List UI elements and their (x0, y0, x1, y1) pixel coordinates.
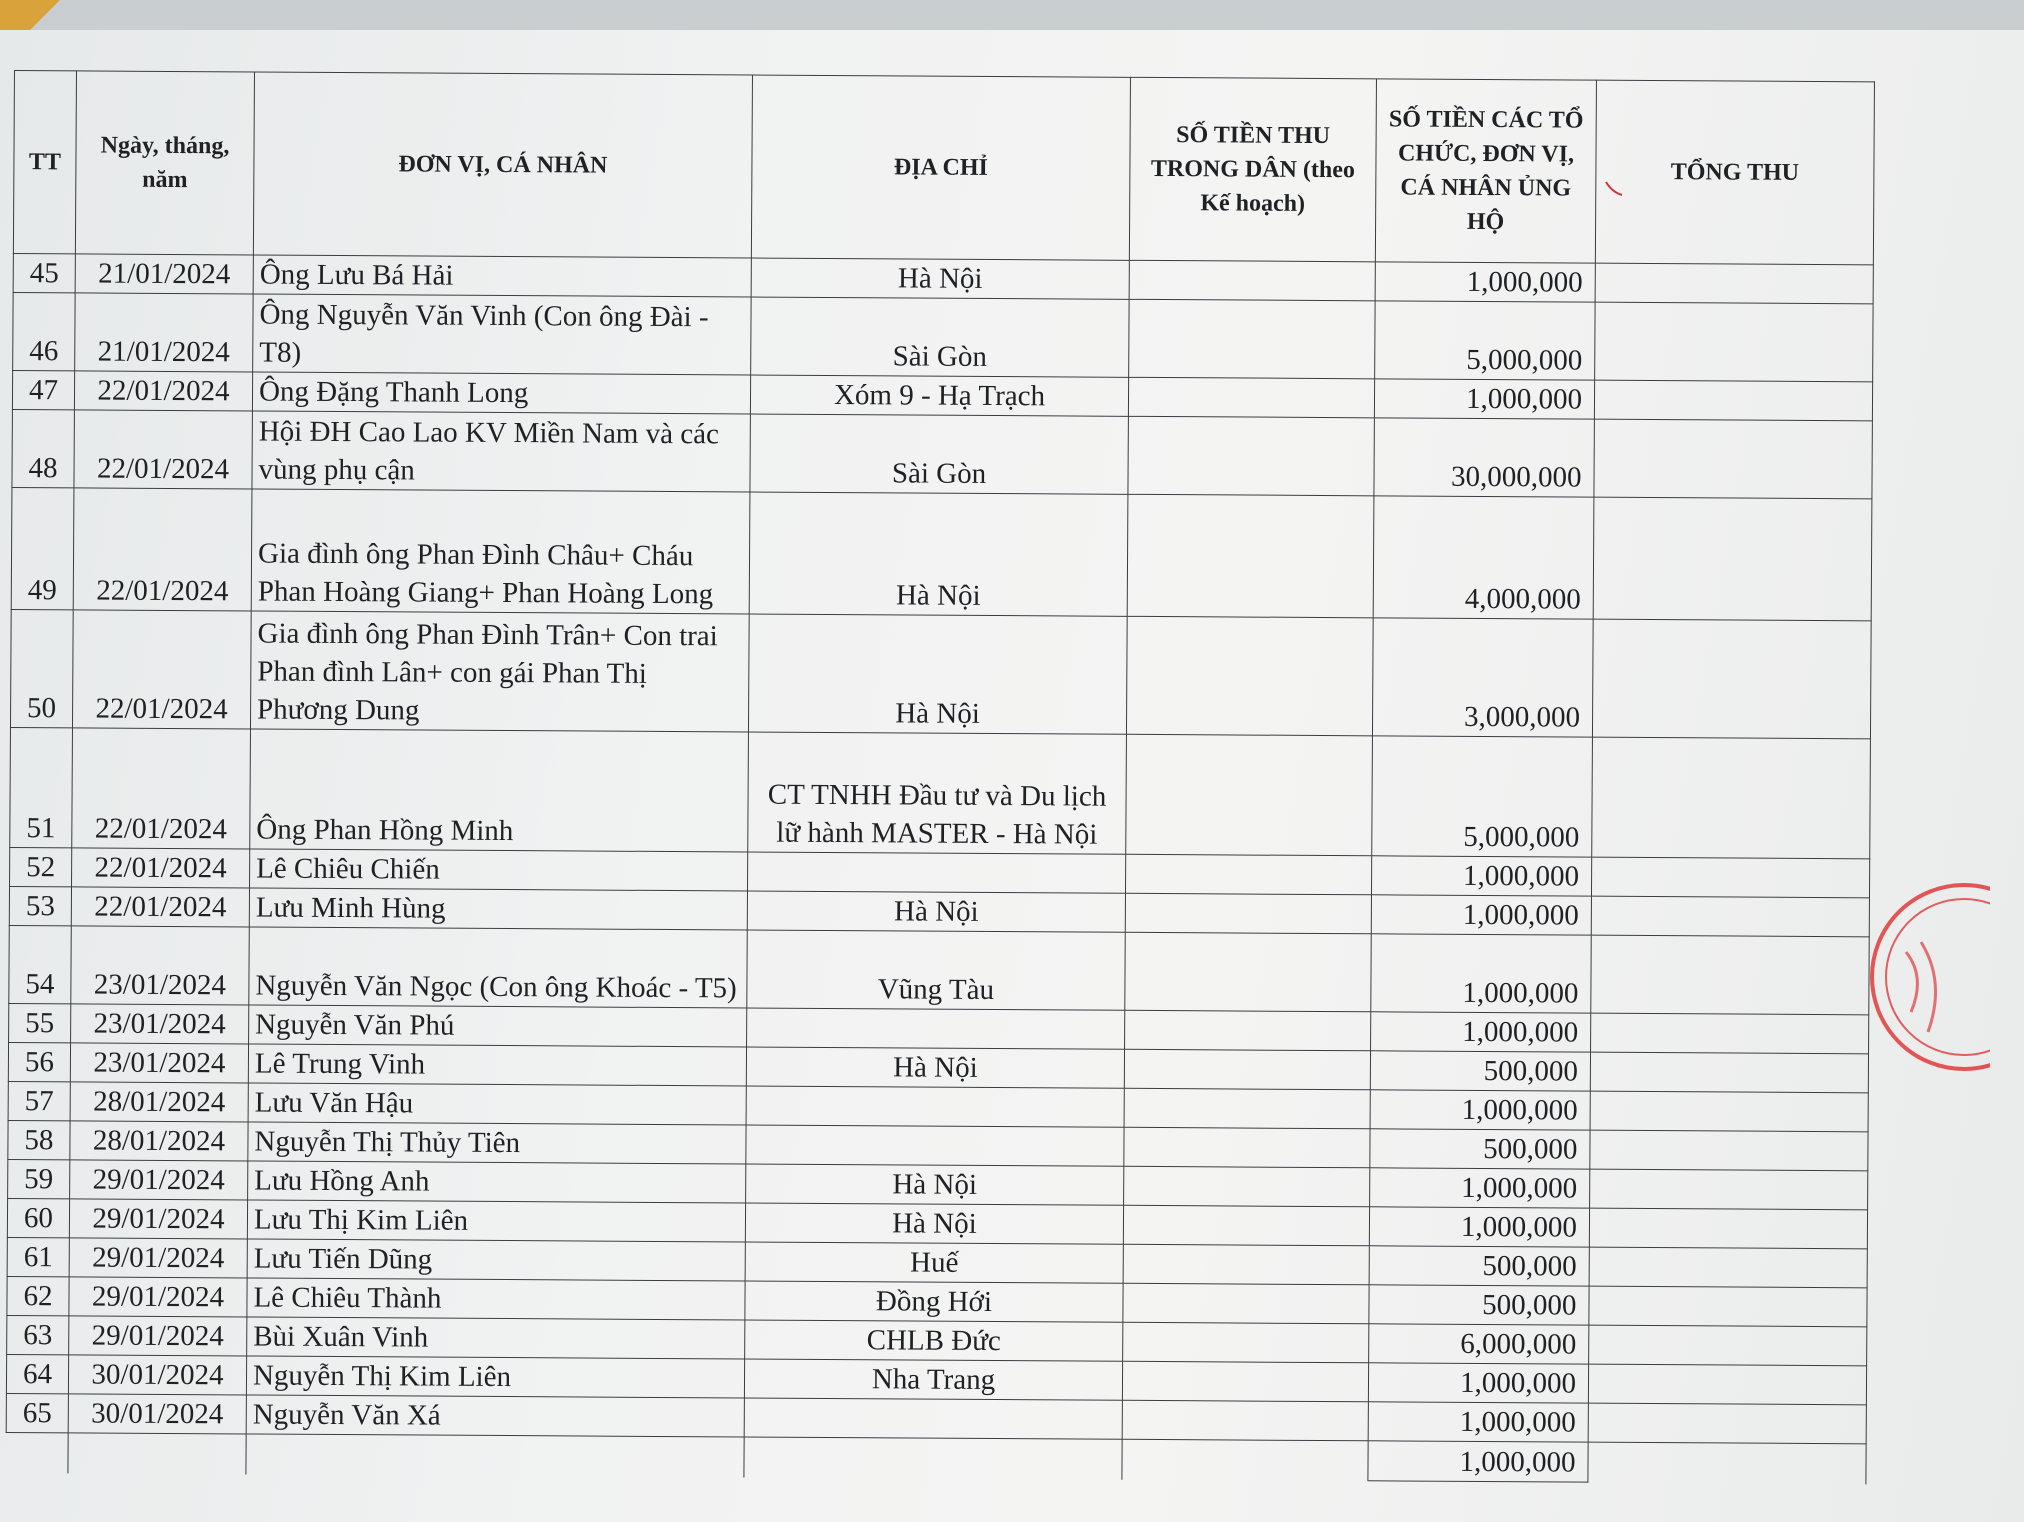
cell-total (1590, 1169, 1868, 1210)
cell-name: Nguyễn Thị Thủy Tiên (248, 1122, 746, 1164)
cell-amount: 1,000,000 (1374, 379, 1594, 419)
cell-address: Xóm 9 - Hạ Trạch (750, 375, 1128, 416)
cell-tt: 54 (9, 925, 71, 1003)
table-row (10, 609, 1871, 738)
cell-name: Ông Đặng Thanh Long (252, 372, 750, 414)
cell-total (1590, 1130, 1868, 1171)
cell-address: CHLB Đức (745, 1320, 1123, 1361)
cell-amount: 1,000,000 (1368, 1363, 1588, 1403)
header-name: ĐƠN VỊ, CÁ NHÂN (253, 72, 752, 258)
cell-total (1590, 1052, 1868, 1093)
cell-total (1594, 380, 1872, 421)
cell-plan (1125, 932, 1371, 1012)
cell-amount: 1,000,000 (1371, 934, 1591, 1013)
cell-name: Nguyễn Văn Ngọc (Con ông Khoác - T5) (249, 927, 747, 1008)
cell-plan (1127, 494, 1374, 618)
cell-date: 22/01/2024 (74, 410, 252, 489)
cell-total (1593, 497, 1872, 621)
cell-address (746, 1086, 1124, 1127)
cell-tt: 61 (7, 1237, 69, 1276)
cell-total (1590, 1091, 1868, 1132)
cell-date: 22/01/2024 (71, 887, 249, 927)
cell-tt: 65 (6, 1393, 68, 1432)
cell-name: Nguyễn Thị Kim Liên (246, 1356, 744, 1398)
cell-name: Lê Chiêu Thành (247, 1278, 745, 1320)
cell-total (1591, 896, 1869, 937)
cell-plan (1126, 616, 1373, 736)
cell-total (1591, 1013, 1869, 1054)
cell-amount: 1,000,000 (1369, 1207, 1589, 1247)
cell-date: 30/01/2024 (68, 1394, 246, 1434)
cell-plan (1128, 416, 1374, 496)
cell-name: Bùi Xuân Vinh (247, 1317, 745, 1359)
cell-total (1588, 1364, 1866, 1405)
table-row (9, 925, 1869, 1014)
cell-date: 22/01/2024 (74, 371, 252, 411)
cell-amount: 1,000,000 (1375, 262, 1595, 302)
cell-plan (1124, 1049, 1370, 1090)
red-seal-icon (1866, 882, 1990, 1072)
cell-plan (1123, 1322, 1369, 1363)
cell-tt: 46 (13, 292, 75, 370)
cell-name: Hội ĐH Cao Lao KV Miền Nam và các vùng phụ cận (252, 411, 750, 492)
cell-date: 21/01/2024 (75, 254, 253, 294)
cell-name: Ông Nguyễn Văn Vinh (Con ông Đài - T8) (253, 294, 751, 375)
cell-date: 22/01/2024 (72, 728, 251, 849)
cell-amount: 1,000,000 (1371, 895, 1591, 935)
cell-total (1589, 1247, 1867, 1288)
cell-date: 29/01/2024 (69, 1316, 247, 1356)
footer-blank (6, 1432, 68, 1472)
cell-tt: 55 (9, 1003, 71, 1042)
cell-date: 29/01/2024 (70, 1160, 248, 1200)
cell-name: Nguyễn Văn Phú (249, 1005, 747, 1047)
cell-tt: 53 (9, 886, 71, 925)
cell-amount: 500,000 (1370, 1129, 1590, 1169)
table-row (12, 409, 1872, 498)
cell-date: 28/01/2024 (70, 1082, 248, 1122)
footer-blank (744, 1437, 1122, 1479)
pen-mark-icon (1604, 178, 1626, 200)
cell-address: Vũng Tàu (747, 930, 1125, 1010)
cell-date: 22/01/2024 (72, 848, 250, 888)
cell-name: Lưu Văn Hậu (248, 1083, 746, 1125)
document-page (0, 30, 2024, 1522)
footer-blank (68, 1433, 246, 1474)
cell-date: 23/01/2024 (70, 1043, 248, 1083)
cell-name: Lê Trung Vinh (248, 1044, 746, 1086)
cell-plan (1122, 1361, 1368, 1402)
cell-tt: 64 (6, 1354, 68, 1393)
cell-amount: 1,000,000 (1370, 1090, 1590, 1130)
cell-address: Hà Nội (747, 891, 1125, 932)
cell-tt: 60 (7, 1198, 69, 1237)
cell-plan (1125, 893, 1371, 934)
cell-amount: 500,000 (1370, 1051, 1590, 1091)
cell-tt: 58 (8, 1120, 70, 1159)
cell-tt: 52 (10, 847, 72, 886)
cell-tt: 49 (11, 487, 74, 609)
cell-tt: 63 (7, 1315, 69, 1354)
cell-address: Hà Nội (746, 1164, 1124, 1205)
cell-date: 30/01/2024 (68, 1355, 246, 1395)
donation-table (5, 70, 1875, 1484)
cell-tt: 62 (7, 1276, 69, 1315)
cell-plan (1129, 299, 1375, 379)
cell-amount: 30,000,000 (1374, 418, 1594, 497)
cell-amount: 1,000,000 (1371, 1012, 1591, 1052)
cell-total (1589, 1208, 1867, 1249)
table-header-row (13, 71, 1874, 265)
cell-tt: 45 (13, 253, 75, 292)
cell-date: 21/01/2024 (75, 293, 253, 372)
cell-plan (1124, 1088, 1370, 1129)
cell-plan (1128, 377, 1374, 418)
cell-plan (1124, 1166, 1370, 1207)
table-row (11, 487, 1872, 620)
cell-total (1595, 263, 1873, 304)
cell-name: Lê Chiêu Chiến (250, 849, 748, 891)
cell-total (1589, 1325, 1867, 1366)
cell-amount: 3,000,000 (1372, 618, 1593, 737)
cell-address: Hà Nội (746, 1047, 1124, 1088)
cell-address: Hà Nội (748, 614, 1127, 734)
cell-address: Hà Nội (745, 1203, 1123, 1244)
cell-date: 28/01/2024 (70, 1121, 248, 1161)
cell-amount: 6,000,000 (1369, 1324, 1589, 1364)
cell-total (1591, 935, 1869, 1015)
footer-blank (246, 1434, 744, 1477)
table-row (13, 292, 1873, 381)
cell-plan (1123, 1205, 1369, 1246)
cell-plan (1122, 1400, 1368, 1441)
cell-address: Huế (745, 1242, 1123, 1283)
cell-amount: 500,000 (1369, 1246, 1589, 1286)
cell-tt: 48 (12, 409, 74, 487)
cell-date: 29/01/2024 (69, 1277, 247, 1317)
footer-plan (1122, 1439, 1368, 1481)
cell-plan (1123, 1244, 1369, 1285)
header-total: TỔNG THU (1595, 80, 1874, 265)
cell-date: 22/01/2024 (73, 488, 252, 611)
cell-name: Lưu Thị Kim Liên (247, 1200, 745, 1242)
cell-plan (1129, 260, 1375, 301)
cell-amount: 1,000,000 (1370, 1168, 1590, 1208)
header-donation: SỐ TIỀN CÁC TỔ CHỨC, ĐƠN VỊ, CÁ NHÂN ỦNG HỘ (1375, 79, 1596, 263)
cell-total (1592, 737, 1871, 859)
cell-tt: 50 (10, 609, 73, 727)
cell-tt: 51 (10, 727, 73, 847)
cell-tt: 47 (12, 370, 74, 409)
cell-address: Nha Trang (744, 1359, 1122, 1400)
cell-amount: 1,000,000 (1371, 856, 1591, 896)
cell-date: 23/01/2024 (71, 1004, 249, 1044)
header-address: ĐỊA CHỈ (751, 75, 1130, 260)
cell-date: 29/01/2024 (69, 1238, 247, 1278)
donation-sheet (14, 70, 1874, 1490)
cell-name: Gia đình ông Phan Đình Châu+ Cháu Phan Hoàng Giang+ Phan Hoàng Long (251, 489, 750, 614)
cell-total (1591, 857, 1869, 898)
table-row (10, 727, 1871, 858)
cell-tt: 57 (8, 1081, 70, 1120)
cell-name: Ông Phan Hồng Minh (250, 729, 749, 852)
cell-tt: 59 (8, 1159, 70, 1198)
cell-total (1589, 1286, 1867, 1327)
cell-address: Sài Gòn (751, 297, 1129, 377)
cell-amount: 500,000 (1369, 1285, 1589, 1325)
cell-address: CT TNHH Đầu tư và Du lịch lữ hành MASTER - Hà Nội (748, 732, 1127, 854)
cell-plan (1126, 734, 1373, 856)
cell-date: 22/01/2024 (72, 610, 251, 729)
cell-total (1594, 419, 1872, 499)
cell-address: Hà Nội (749, 492, 1128, 616)
cell-amount: 1,000,000 (1368, 1402, 1588, 1442)
header-plan: SỐ TIỀN THU TRONG DÂN (theo Kế hoạch) (1129, 77, 1376, 261)
footer-total (1588, 1442, 1866, 1484)
cell-tt: 56 (8, 1042, 70, 1081)
cell-name: Gia đình ông Phan Đình Trân+ Con trai Phan đình Lân+ con gái Phan Thị Phương Dung (250, 611, 749, 732)
cell-date: 23/01/2024 (71, 926, 249, 1005)
cell-name: Ông Lưu Bá Hải (253, 255, 751, 297)
cell-address: Hà Nội (751, 258, 1129, 299)
cell-name: Lưu Minh Hùng (249, 888, 747, 930)
header-date: Ngày, tháng, năm (75, 71, 254, 255)
cell-total (1588, 1403, 1866, 1444)
cell-plan (1125, 1010, 1371, 1051)
cell-plan (1125, 854, 1371, 895)
cell-plan (1123, 1283, 1369, 1324)
footer-amount: 1,000,000 (1368, 1441, 1588, 1482)
cell-address: Sài Gòn (750, 414, 1128, 494)
cell-address: Đồng Hới (745, 1281, 1123, 1322)
cell-address (747, 852, 1125, 893)
cell-total (1595, 302, 1873, 382)
cell-name: Nguyễn Văn Xá (246, 1395, 744, 1437)
cell-date: 29/01/2024 (69, 1199, 247, 1239)
cell-address (747, 1008, 1125, 1049)
cell-address (744, 1398, 1122, 1439)
cell-plan (1124, 1127, 1370, 1168)
cell-amount: 4,000,000 (1373, 496, 1594, 619)
cell-name: Lưu Tiến Dũng (247, 1239, 745, 1281)
cell-amount: 5,000,000 (1375, 301, 1595, 380)
cell-address (746, 1125, 1124, 1166)
cell-name: Lưu Hồng Anh (248, 1161, 746, 1203)
cell-amount: 5,000,000 (1372, 736, 1593, 857)
header-tt: TT (13, 71, 76, 254)
cell-total (1592, 619, 1871, 739)
